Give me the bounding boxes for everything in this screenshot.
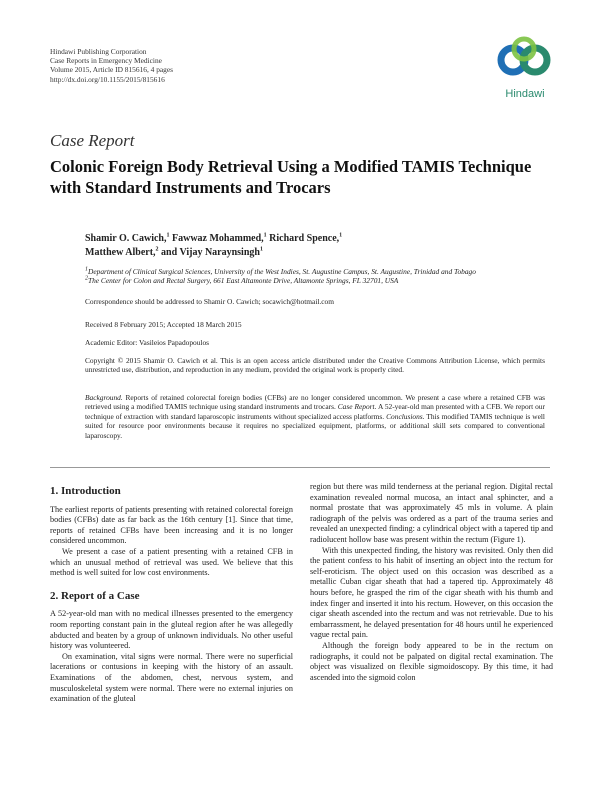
affiliation-mark: 1 xyxy=(85,266,88,273)
author-name: Richard Spence, xyxy=(269,233,340,244)
abstract-label-background: Background. xyxy=(85,393,123,402)
abstract-label-case: Case Report. xyxy=(335,402,377,412)
affiliation-text: Department of Clinical Surgical Sciences, University of the West Indies, St. Augustine Campus, St. Augustine, Trinidad and Tobago xyxy=(88,267,476,276)
author-affiliation-mark: 1 xyxy=(259,246,263,253)
affiliation-item xyxy=(85,267,545,276)
correspondence: Correspondence should be addressed to Shamir O. Cawich; socawich@hotmail.com xyxy=(85,297,334,306)
copyright-notice: Copyright © 2015 Shamir O. Cawich et al. This is an open access article distributed under the Creative Commons Attribution License, which permits unrestricted use, distribution, and reproduction in any medium, provided the original work is properly cited. xyxy=(85,356,545,375)
header-publisher: Hindawi Publishing Corporation xyxy=(50,47,147,56)
abstract-background: Reports of retained colorectal foreign bodies (CFBs) are no longer considered uncommon. We present a case where a retained CFB was retrieved using a modified TAMIS technique using standard instruments and trocars. xyxy=(85,393,545,412)
affiliations xyxy=(85,267,545,286)
body-paragraph: region but there was mild tenderness at the perianal region. Digital rectal examination revealed normal mucosa, an intact anal sphincter, and a normal prostate that was approximately 45 mls in volume. A plain radiograph of the pelvis was ordered as a part of the trauma series and revealed an unexpected finding: a cylindrical object with a tapered tip and radiolucent hollow base was present within the rectum (Figure 1). xyxy=(310,482,553,544)
received-dates: Received 8 February 2015; Accepted 18 March 2015 xyxy=(85,320,242,329)
hindawi-logo xyxy=(494,36,556,104)
journal-header xyxy=(50,47,173,84)
body-paragraph: With this unexpected finding, the history was revisited. Only then did the patient confess to his habit of inserting an object into the rectum for self-eroticism. The object used on this occasion was described as a metallic Cuban cigar sheath that had a tapered tip. Approximately 48 hours before, he grasped the rim of the cigar sheath with his thumb and index finger and inserted it into his rectum. However, on this occasion the cigar sheath ascended into the rectum and was not retrievable. Due to his embarrassment, he delayed presentation for 48 hours until he experienced vague rectal pain. xyxy=(310,545,553,640)
article-title: Colonic Foreign Body Retrieval Using a Modified TAMIS Technique with Standard Instruments and Trocars xyxy=(50,157,532,197)
author-name: Matthew Albert, xyxy=(85,247,156,258)
abstract-conclusions: This modified TAMIS technique is well suited for resource poor environments because it requires no specialized equipment, platforms, or additional skill sets compared to conventional laparoscopy. xyxy=(85,411,545,440)
body-paragraph: We present a case of a patient presenting with a retained CFB in which an unusual method of retrieval was used. We believe that this method is well suited for low cost environments. xyxy=(50,546,293,578)
header-doi-link[interactable]: http://dx.doi.org/10.1155/2015/815616 xyxy=(50,74,165,84)
affiliation-item xyxy=(85,276,545,285)
academic-editor: Academic Editor: Vasileios Papadopoulos xyxy=(85,338,210,347)
author-list xyxy=(85,232,545,260)
logo-wordmark: Hindawi xyxy=(505,88,545,100)
left-column xyxy=(50,482,293,705)
header-volume: Volume 2015, Article ID 815616, 4 pages xyxy=(50,65,174,75)
author-name: Fawwaz Mohammed, xyxy=(172,233,264,244)
body-paragraph: The earliest reports of patients presenting with retained colorectal foreign bodies (CFBs) date as far back as the 16th century [1]. Since that time, reports of retained CFBs have been increasing and it is no longer considered uncommon. xyxy=(50,504,293,546)
section-divider xyxy=(50,467,550,468)
abstract-label-conclusions: Conclusions. xyxy=(384,411,425,421)
hindawi-logo-icon xyxy=(494,36,556,88)
author-affiliation-mark: 1 xyxy=(339,232,343,239)
right-column xyxy=(310,482,553,683)
abstract-case: A 52-year-old man presented with a CFB. We report our technique of extraction with standard laparoscopic instruments without specialized access platforms. xyxy=(85,402,545,421)
author-name: Shamir O. Cawich, xyxy=(85,233,167,244)
article-type: Case Report xyxy=(50,131,135,150)
body-paragraph: Although the foreign body appeared to be in the rectum on radiographs, it could not be palpated on digital rectal examination. The object was visualized on flexible sigmoidoscopy. By this time, it had ascended into the sigmoid colon xyxy=(310,640,553,682)
affiliation-mark: 2 xyxy=(85,275,88,282)
author-affiliation-mark: 1 xyxy=(166,232,170,239)
section-heading-introduction: 1. Introduction xyxy=(50,485,121,497)
affiliation-text: The Center for Colon and Rectal Surgery, 661 East Altamonte Drive, Altamonte Springs, FL 32701, USA xyxy=(88,276,399,286)
section-heading-case-report: 2. Report of a Case xyxy=(50,589,140,602)
author-affiliation-mark: 2 xyxy=(155,246,159,253)
author-affiliation-mark: 1 xyxy=(263,232,267,239)
author-name: and Vijay Naraynsingh xyxy=(161,247,260,258)
abstract xyxy=(85,393,545,440)
body-paragraph: On examination, vital signs were normal. There were no superficial lacerations or contusions in keeping with the history of an assault. Examinations of the abdomen, chest, nervous system, and musculoskeletal system were normal. There were no external injuries on examination of the gluteal xyxy=(50,651,293,704)
body-paragraph: A 52-year-old man with no medical illnesses presented to the emergency room reporting constant pain in the gluteal region after he was allegedly abducted and beaten by a group of unknown individuals. No other useful history was volunteered. xyxy=(50,609,293,651)
header-journal: Case Reports in Emergency Medicine xyxy=(50,56,162,66)
